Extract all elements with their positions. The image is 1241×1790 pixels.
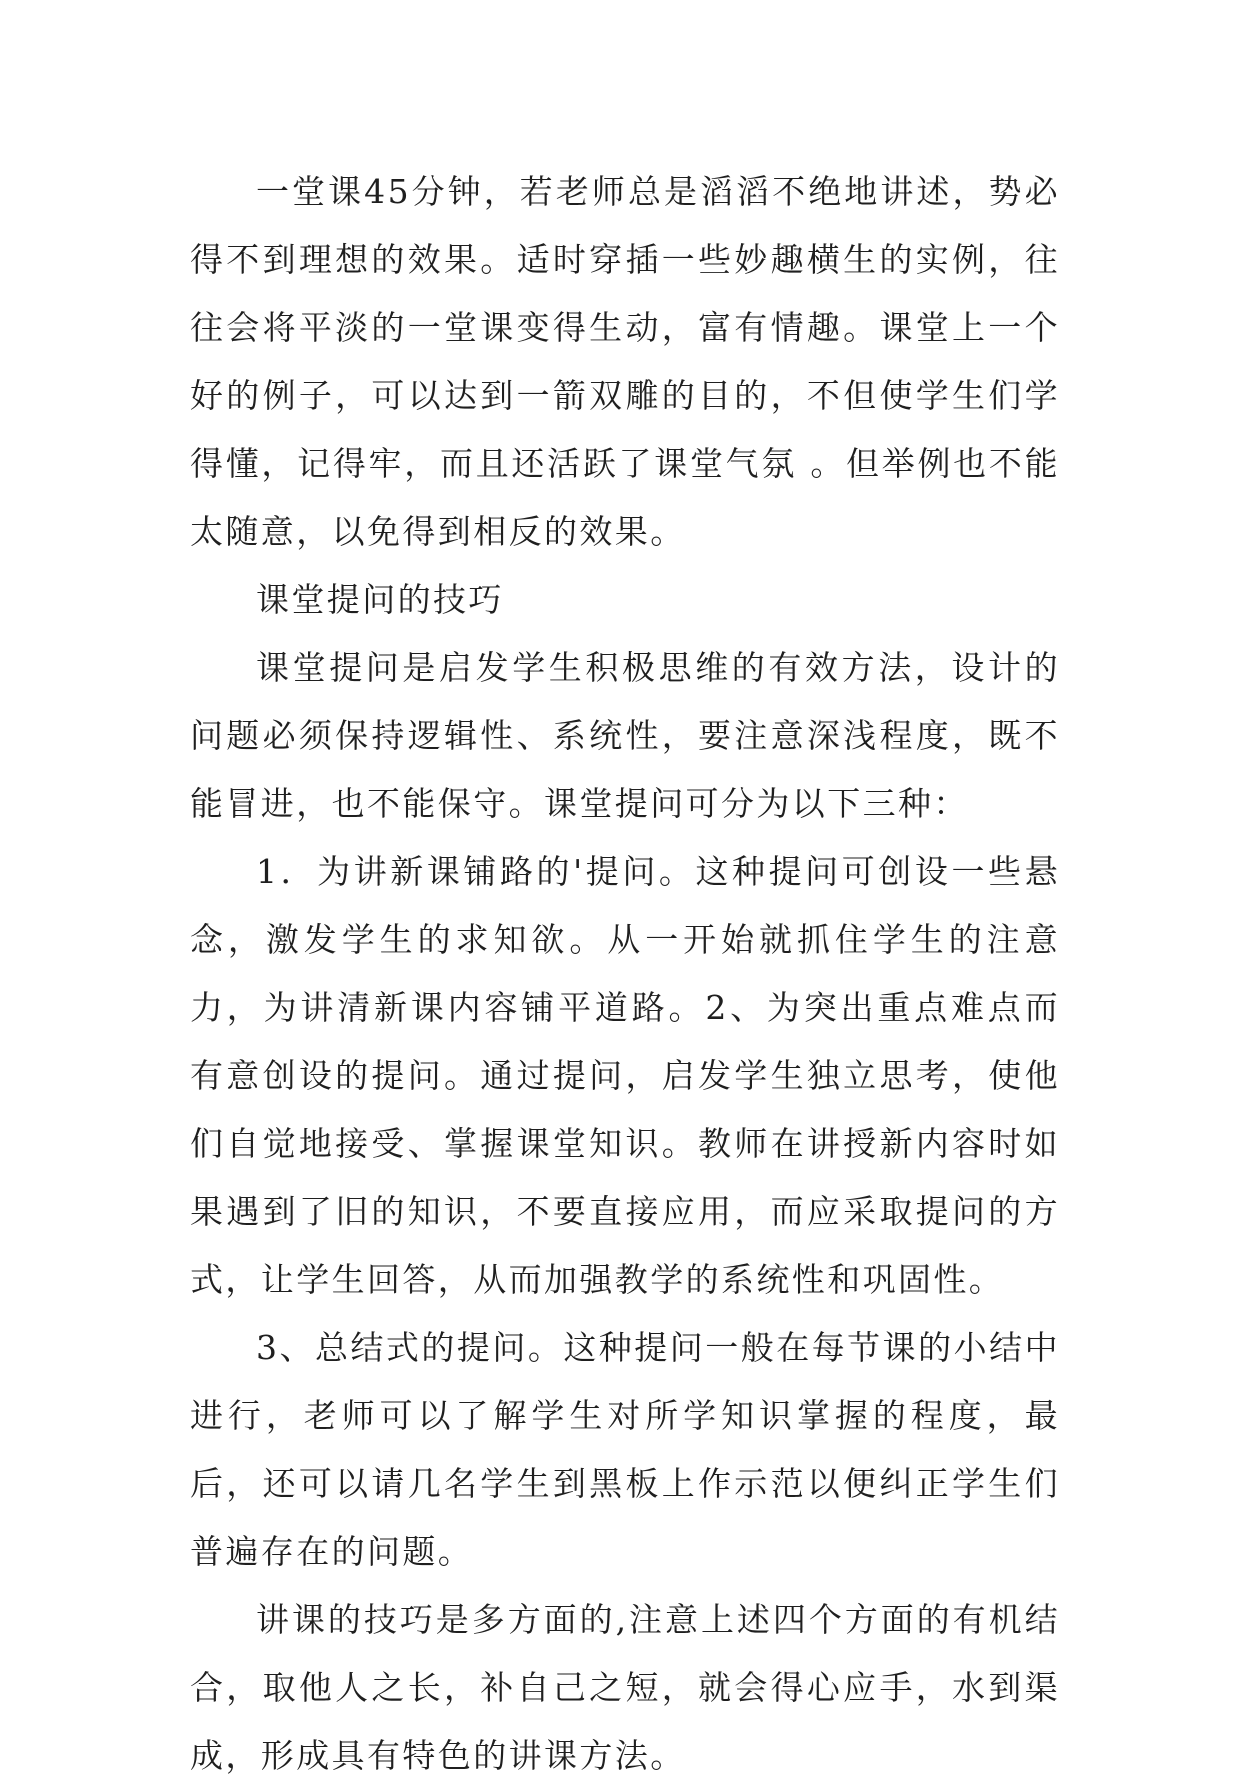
document-body: [190, 158, 1060, 1790]
paragraph-question-types-1-2: 1．为讲新课铺路的'提问。这种提问可创设一些悬念，激发学生的求知欲。从一开始就抓住学生的注意力，为讲清新课内容铺平道路。2、为突出重点难点而有意创设的提问。通过提问，启发学生独立思考，使他们自觉地接受、掌握课堂知识。教师在讲授新内容时如果遇到了旧的知识，不要直接应用，而应采取提问的方式，让学生回答，从而加强教学的系统性和巩固性。: [190, 852, 1060, 1299]
paragraph-examples: 一堂课45分钟，若老师总是滔滔不绝地讲述，势必得不到理想的效果。适时穿插一些妙趣横生的实例，往往会将平淡的一堂课变得生动，富有情趣。课堂上一个好的例子，可以达到一箭双雕的目的，不但使学生们学得懂，记得牢，而且还活跃了课堂气氛 。但举例也不能太随意，以免得到相反的效果。: [190, 172, 1060, 551]
paragraph-conclusion: 讲课的技巧是多方面的,注意上述四个方面的有机结合，取他人之长，补自己之短，就会得心应手，水到渠成，形成具有特色的讲课方法。: [190, 1600, 1060, 1775]
paragraph-question-type-3: 3、总结式的提问。这种提问一般在每节课的小结中进行，老师可以了解学生对所学知识掌握的程度，最后，还可以请几名学生到黑板上作示范以便纠正学生们普遍存在的问题。: [190, 1328, 1060, 1571]
section-heading-questioning: 课堂提问的技巧: [256, 580, 504, 619]
paragraph-questioning-intro: 课堂提问是启发学生积极思维的有效方法，设计的问题必须保持逻辑性、系统性，要注意深浅程度，既不能冒进，也不能保守。课堂提问可分为以下三种：: [190, 648, 1060, 823]
